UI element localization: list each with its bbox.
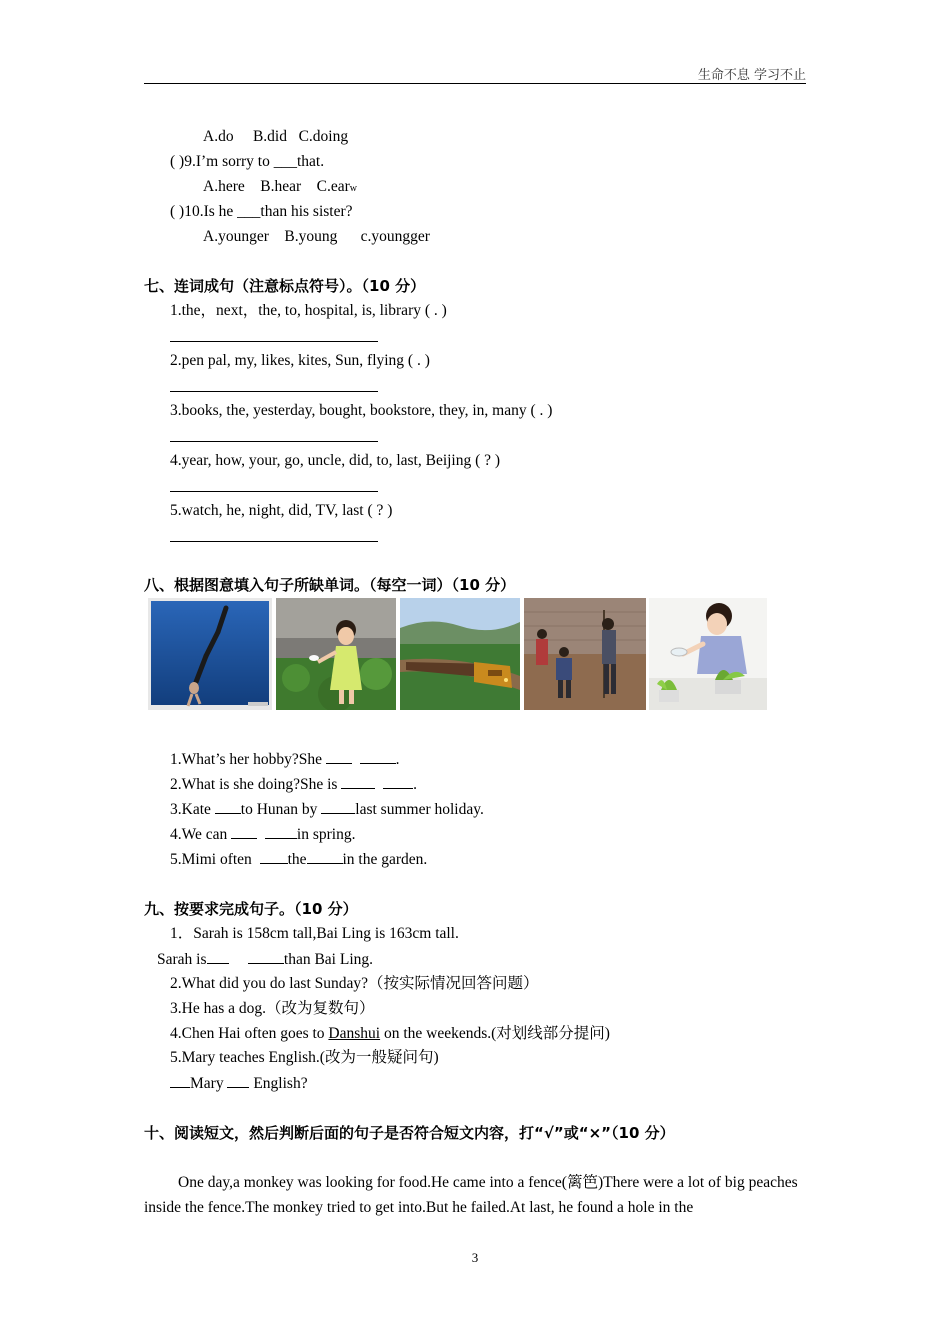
s9-blank-5a[interactable] [170, 1073, 190, 1088]
s7-answer-line-1[interactable] [170, 341, 378, 342]
s7-item-2: 2.pen pal, my, likes, kites, Sun, flying ( . ) [170, 352, 430, 369]
q8-options: A.do B.did C.doing [203, 128, 349, 145]
s8-blank-5b[interactable] [307, 849, 343, 864]
s8-blank-4b[interactable] [265, 824, 297, 839]
s8-blank-4a[interactable] [231, 824, 257, 839]
header-motto: 生命不息 学习不止 [697, 68, 806, 83]
header-rule [144, 83, 806, 84]
s9-item-4: 4.Chen Hai often goes to Danshui on the weekends.(对划线部分提问) [170, 1025, 610, 1042]
underlined-place-name: Danshui [328, 1025, 381, 1042]
s8-blank-1a[interactable] [326, 749, 352, 764]
s8-blank-1b[interactable] [360, 749, 396, 764]
s9-item-5-answer: Mary English? [170, 1073, 308, 1094]
girl-with-dove-picture [276, 598, 396, 710]
diving-picture [148, 598, 272, 710]
s9-blank-5b[interactable] [227, 1073, 249, 1088]
s8-blank-5a[interactable] [260, 849, 288, 864]
s8-blank-3a[interactable] [215, 799, 241, 814]
section8-title: 八、根据图意填入句子所缺单词。（每空一词）（10 分） [144, 576, 516, 594]
watering-plants-picture [649, 598, 767, 710]
s8-item-2: 2.What is she doing?She is . [170, 776, 417, 793]
section7-title: 七、连词成句（注意标点符号）。（10 分） [144, 277, 426, 295]
s7-item-1: 1.the，next，the, to, hospital, is, library ( . ) [170, 302, 447, 319]
s7-answer-line-5[interactable] [170, 541, 378, 542]
s8-blank-3b[interactable] [321, 799, 355, 814]
s9-item-1: 1．Sarah is 158cm tall,Bai Ling is 163cm tall. [170, 925, 459, 942]
s7-answer-line-3[interactable] [170, 441, 378, 442]
train-picture [400, 598, 520, 710]
s8-item-4: 4.We can in spring. [170, 826, 356, 843]
q9-stem: ( )9.I’m sorry to ___that. [170, 153, 325, 170]
section9-title: 九、按要求完成句子。（10 分） [144, 900, 358, 918]
s7-answer-line-2[interactable] [170, 391, 378, 392]
tree-planting-picture [524, 598, 646, 710]
q10-stem: ( )10.Is he ___than his sister? [170, 203, 353, 220]
s8-blank-2b[interactable] [383, 774, 413, 789]
page-number: 3 [471, 1250, 479, 1265]
s9-blank-1a[interactable] [207, 949, 229, 964]
s8-item-5: 5.Mimi often the in the garden. [170, 851, 428, 868]
s9-item-5: 5.Mary teaches English.(改为一般疑问句) [170, 1049, 439, 1066]
s9-item-2: 2.What did you do last Sunday?（按实际情况回答问题） [170, 975, 539, 992]
s8-blank-2a[interactable] [341, 774, 375, 789]
s7-item-3: 3.books, the, yesterday, bought, bookstore, they, in, many ( . ) [170, 402, 553, 419]
s8-item-1: 1.What’s her hobby?She . [170, 751, 400, 768]
s8-item-3: 3.Kate to Hunan by last summer holiday. [170, 801, 484, 818]
q10-options: A.younger B.young c.youngger [203, 228, 430, 245]
reading-passage: One day,a monkey was looking for food.He came into a fence(篱笆)There were a lot of big peaches inside the fence.The monkey tried to get into.But he failed.At last, he found a hole in the [144, 1174, 798, 1216]
s9-item-3: 3.He has a dog.（改为复数句） [170, 1000, 375, 1017]
q9-options: A.here B.hear C.earw [203, 178, 357, 195]
s7-item-4: 4.year, how, your, go, uncle, did, to, last, Beijing ( ? ) [170, 452, 501, 469]
s9-item-1-answer: Sarah is than Bai Ling. [157, 951, 374, 968]
s7-answer-line-4[interactable] [170, 491, 378, 492]
s7-item-5: 5.watch, he, night, did, TV, last ( ? ) [170, 502, 393, 519]
section10-title: 十、阅读短文，然后判断后面的句子是否符合短文内容，打“√”或“×”（10 分） [144, 1124, 675, 1142]
s9-blank-1b[interactable] [248, 949, 284, 964]
